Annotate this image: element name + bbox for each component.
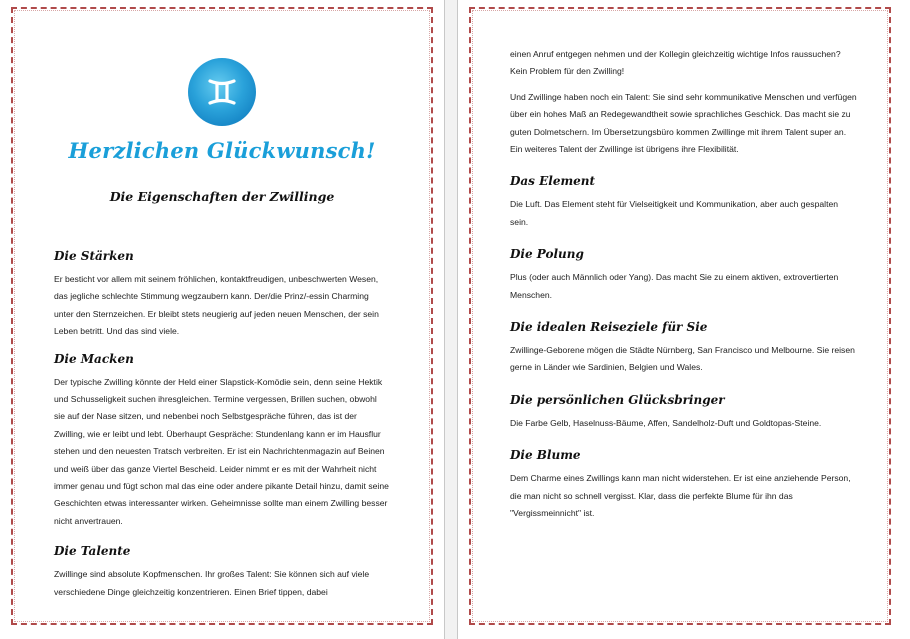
section-heading: Die idealen Reiseziele für Sie <box>510 320 708 335</box>
section-text: Zwillinge-Geborene mögen die Städte Nürnberg, San Francisco und Melbourne. Sie reisen gerne in Länder wie Sardinien, Belgien und Wales. <box>510 345 855 373</box>
section-text: Dem Charme eines Zwillings kann man nicht widerstehen. Er ist eine anziehende Person, die man nicht so schnell vergisst. Klar, dass die perfekte Blume für ihn das "Vergissmeinnicht" ist. <box>510 473 851 519</box>
paragraph: einen Anruf entgegen nehmen und der Kollegin gleichzeitig wichtige Infos raussuchen? Kein Problem für den Zwilling! <box>510 49 841 77</box>
gemini-zodiac-icon <box>188 58 256 126</box>
left-page-content <box>54 14 390 601</box>
right-page-content <box>510 46 858 523</box>
section-heading: Die persönlichen Glücksbringer <box>510 392 725 407</box>
section-text: Zwillinge sind absolute Kopfmenschen. Ihr großes Talent: Sie können sich auf viele verschiedene Dinge gleichzeitig konzentrieren. Einen Brief tippen, dabei <box>54 569 370 597</box>
section-heading: Die Talente <box>54 544 131 559</box>
section-heading: Die Macken <box>54 351 134 366</box>
paragraph: Und Zwillinge haben noch ein Talent: Sie sind sehr kommunikative Menschen und verfügen über ein hohes Maß an Redegewandtheit sowie sprachliches Geschick. Das macht sie zu guten Dolmetschern. Im Übersetzungsbüro kommen Zwillinge mit ihrem Talent super an. Ein weiteres Talent der Zwillinge ist übrigens ihre Flexibilität. <box>510 91 857 155</box>
section-text: Die Luft. Das Element steht für Vielseitigkeit und Kommunikation, aber auch gespalten sein. <box>510 199 839 227</box>
section-text: Der typische Zwilling könnte der Held einer Slapstick-Komödie sein, denn seine Hektik und Schusseligkeit suchen ihresgleichen. Termine vergessen, Brillen suchen, obwohl sie auf der Nase sitzen, und nebenbei noch Selbstgespräche führen, das ist der Zwilling, wie er leibt und lebt. Überhaupt Gespräche: Stundenlang kann er im Hausflur stehen und den neuesten Tratsch verbreiten. Er ist ein Nachrichtenmagazin auf Beinen und weiß über das ganze Viertel Bescheid. Leider nimmt er es mit der Wahrheit nicht immer genau und fügt schon mal das eine oder andere pikante Detail hinzu, damit seine Geschichten etwas interessanter wirken. Geheimnisse sollte man einem Zwilling besser nicht anvertrauen. <box>54 376 389 526</box>
section-text: Die Farbe Gelb, Haselnuss-Bäume, Affen, Sandelholz-Duft und Goldtopas-Steine. <box>510 417 822 428</box>
section-heading: Die Blume <box>510 448 581 463</box>
section-polung <box>510 244 858 304</box>
section-text: Plus (oder auch Männlich oder Yang). Das macht Sie zu einem aktiven, extrovertierten Menschen. <box>510 272 839 300</box>
greeting-title: Herzlichen Glückwunsch! <box>68 138 376 163</box>
document-title: Die Eigenschaften der Zwillinge <box>109 189 335 204</box>
section-gluecksbringer <box>510 390 858 432</box>
section-talente <box>54 541 390 601</box>
section-reiseziele <box>510 317 858 377</box>
section-blume <box>510 445 858 522</box>
section-macken <box>54 349 390 531</box>
section-staerken <box>54 246 390 341</box>
section-text: Er besticht vor allem mit seinem fröhlichen, kontaktfreudigen, unbeschwerten Wesen, das jegliche schlechte Stimmung wegzaubern kann. Der/die Prinz/-essin Charming unter den Sternzeichen. Er bleibt stets neugierig auf jeden neuen Menschen, der sein Leben betritt. Und das sind viele. <box>54 274 379 337</box>
left-page <box>0 0 445 639</box>
section-heading: Die Polung <box>510 247 584 262</box>
section-heading: Die Stärken <box>54 249 134 263</box>
section-heading: Das Element <box>510 174 596 189</box>
page-gap <box>445 0 457 639</box>
right-page <box>457 0 902 639</box>
section-element <box>510 171 858 231</box>
